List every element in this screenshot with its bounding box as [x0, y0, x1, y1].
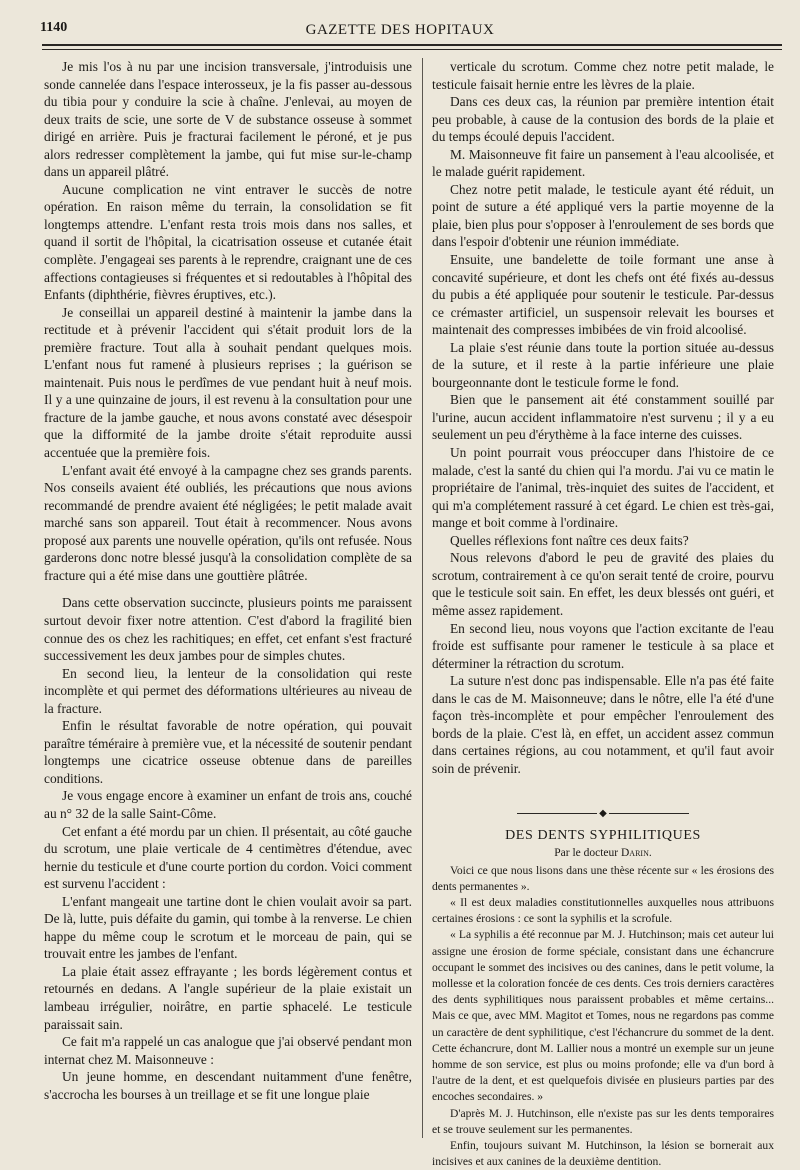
paragraph: « La syphilis a été reconnue par M. J. Hutchinson; mais cet auteur lui assigne une érosion de forme spéciale, consistant dans une échancrure occupant le sommet des incisives ou des canines, dans le petit volume, la mollesse et la coloration foncée de ces dents. Ces trois derniers caractères des dents syphilitiques nous paraissent probables et même certains... Mais ce que, avec MM. Magitot et Tomes, nous ne regardons pas comme un caractère de dent syphilitique, c'est l'échancrure du sommet de la dent. Cette échancrure, dont M. Lallier nous a montré un exemple sur un jeune homme de son service, est plus ou moins profonde; elle va d'un bord à l'autre de la dent, et est quelquefois divisée en plusieurs parties par des encoches secondaires. » [432, 928, 774, 1104]
header-rule [42, 44, 782, 46]
paragraph: Je mis l'os à nu par une incision transversale, j'introduisis une sonde cannelée dans l'espace interosseux, je la fis passer au-dessous du tibia pour y conduire la scie à chaîne. J'enlevai, au moyen de deux traits de scie, une sorte de V de substance osseuse à sommet dirigé en arrière. Puis je fracturai facilement le péroné, et je pus alors redresser complètement la jambe, qui fut mise sur-le-champ dans un appareil plâtré. [44, 59, 412, 180]
paragraph: Quelles réflexions font naître ces deux faits? [450, 532, 689, 548]
paragraph: Ensuite, une bandelette de toile formant une anse à concavité supérieure, et dont les chefs ont été fixés au-dessus du pubis a été appliquée pour soutenir le testicule. Par-dessus ce crémaster artificiel, un suspensoir relevait les bourses et maintenait des compresses imbibées de vin froid alcoolisé. [432, 252, 774, 338]
header-rule-thin [42, 49, 782, 50]
page-number: 1140 [40, 20, 68, 35]
paragraph: Un point pourrait vous préoccuper dans l'histoire de ce malade, c'est la santé du chien qui l'a mordu. J'ai vu ce matin le propriétaire de l'animal, très-inquiet des suites de l'accident, et qui m'a complétement rassuré à cet égard. Le chien est très-gai, mange et boit comme à l'ordinaire. [432, 445, 774, 531]
byline-prefix: Par le docteur [554, 846, 619, 859]
paragraph: L'enfant mangeait une tartine dont le chien voulait avoir sa part. De là, lutte, puis défaite du gamin, qui tombe à la renverse. Le chien happe du même coup le scrotum et le morceau de pain, qui se trouvait entre les jambes de l'enfant. [44, 893, 412, 962]
paragraph: Un jeune homme, en descendant nuitamment d'une fenêtre, s'accrocha les bourses à un treillage et se fit une longue plaie [44, 1069, 412, 1102]
paragraph: L'enfant avait été envoyé à la campagne chez ses grands parents. Nos conseils avaient été oubliés, les précautions que nous avions recommandé de prendre avaient été négligées; le petit malade avait marché sans son appareil. Tout était à recommencer. Nous avons proposé aux parents une nouvelle opération, qu'ils ont refusée. Nous garderons donc notre blessé jusqu'à la consolidation complète de sa fracture qui a été mise dans une gouttière plâtrée. [44, 462, 412, 583]
paragraph: Bien que le pansement ait été constamment souillé par l'urine, aucun accident inflammatoire n'est survenu ; il y a eu seulement un peu d'érythème à la face interne des cuisses. [432, 392, 774, 443]
paragraph: Enfin le résultat favorable de notre opération, qui pouvait paraître téméraire à première vue, et la nécessité de soutenir pendant longtemps une cicatrice osseuse obtenue dans de pareilles conditions. [44, 718, 412, 786]
paragraph: Nous relevons d'abord le peu de gravité des plaies du scrotum, contrairement à ce qu'on serait tenté de croire, pourvu que le testicule soit sain. En effet, les deux blessés ont guéri, et même assez rapidement. [432, 550, 774, 618]
paragraph: Ce fait m'a rappelé un cas analogue que j'ai observé pendant mon internat chez M. Maisonneuve : [44, 1034, 412, 1067]
paragraph: La plaie était assez effrayante ; les bords légèrement contus et retournés en dedans. A l'angle supérieur de la plaie existait un lambeau irrégulier, noirâtre, en partie sphacelé. Le testicule paraissait sain. [44, 963, 412, 1032]
right-column [432, 58, 774, 1170]
paragraph: Je vous engage encore à examiner un enfant de trois ans, couché au n° 32 de la salle Saint-Côme. [44, 788, 412, 821]
paragraph: En second lieu, nous voyons que l'action excitante de l'eau froide est suffisante pour ramener le testicule à sa place et déterminer la rétraction du scrotum. [432, 620, 774, 671]
paragraph: Dans cette observation succincte, plusieurs points me paraissent surtout devoir fixer notre attention. C'est d'abord la fragilité bien connue des os chez les rachitiques; en effet, cet enfant s'est fracturé successivement les deux jambes pour de simples chutes. [44, 595, 412, 664]
paragraph: Je conseillai un appareil destiné à maintenir la jambe dans la rectitude et à prévenir l'accident qui s'était produit lors de la première fracture. Tout alla à souhait pendant quelques mois. L'enfant nous fut ramené à plusieurs reprises ; la guérison se maintenait. Puis nous le perdîmes de vue pendant huit à neuf mois. Il y a une quinzaine de jours, il est revenu à la consultation pour une fracture de la jambe gauche, et nous avons constaté avec désespoir que la difformité de la jambe droite s'était reproduite aussi accentuée que la première fois. [44, 304, 412, 461]
paragraph: verticale du scrotum. Comme chez notre petit malade, le testicule faisait hernie entre les lèvres de la plaie. [432, 59, 774, 92]
paragraph: La suture n'est donc pas indispensable. Elle n'a pas été faite dans le cas de M. Maisonneuve; dans le nôtre, elle l'a été d'une façon très-incomplète et pour empêcher l'enroulement des bords de la plaie. C'est là, en effet, un accident assez commun dans certaines régions, au cou notamment, et qu'il faut avoir soin de prévenir. [432, 673, 774, 776]
journal-title: GAZETTE DES HOPITAUX [305, 22, 495, 38]
paragraph: Aucune complication ne vint entraver le succès de notre opération. En raison même du terrain, la consolidation se fit longtemps attendre. L'enfant resta trois mois dans nos salles, et quand il sortit de l'hôpital, la cicatrisation osseuse et cutanée était complète. J'engageai ses parents à le reprendre, craignant une de ces affections contagieuses si fréquentes et si redoutables à l'hôpital des Enfants (diphthérie, fièvres éruptives, etc.). [44, 181, 412, 303]
paragraph: Enfin, toujours suivant M. Hutchinson, la lésion se bornerait aux incisives et aux canines de la deuxième dentition. [432, 1138, 774, 1169]
paragraph: Cet enfant a été mordu par un chien. Il présentait, au côté gauche du scrotum, une plaie verticale de 4 centimètres d'étendue, avec hernie du testicule et d'une courte portion du cordon. Voici comment est survenu l'accident : [44, 823, 412, 892]
paragraph: La plaie s'est réunie dans toute la portion située au-dessus de la suture, et il reste à la partie inférieure une plaie bourgeonnante dont le testicule forme le fond. [432, 339, 774, 390]
article-title: DES DENTS SYPHILITIQUES [505, 828, 701, 844]
paragraph: « Il est deux maladies constitutionnelles auxquelles nous attribuons certaines érosions : ce sont la syphilis et la scrofule. [432, 895, 774, 926]
paragraph: Chez notre petit malade, le testicule ayant été réduit, un point de suture a été appliqué vers la partie moyenne de la plaie, bien plus pour s'opposer à l'enroulement de ses bords que dans l'espoir d'obtenir une réunion immédiate. [432, 181, 774, 250]
paragraph: Dans ces deux cas, la réunion par première intention était peu probable, à cause de la contusion des bords de la plaie et du temps écoulé depuis l'accident. [432, 94, 774, 145]
article-byline [432, 845, 774, 863]
left-column [44, 58, 412, 1103]
section-ornament: ◆ [432, 803, 774, 811]
paragraph: En second lieu, la lenteur de la consolidation qui reste incomplète et qui permet des déformations ultérieures au niveau de la fracture. [44, 665, 412, 716]
column-divider [422, 58, 423, 1138]
paragraph: D'après M. J. Hutchinson, elle n'existe pas sur les dents temporaires et se trouve seulement sur les permanentes. [432, 1106, 774, 1136]
byline-author: Darin. [621, 846, 652, 859]
paragraph: Voici ce que nous lisons dans une thèse récente sur « les érosions des dents permanentes ». [432, 863, 774, 893]
article-body [432, 863, 774, 1170]
paragraph: M. Maisonneuve fit faire un pansement à l'eau alcoolisée, et le malade guérit rapidement. [432, 146, 774, 180]
